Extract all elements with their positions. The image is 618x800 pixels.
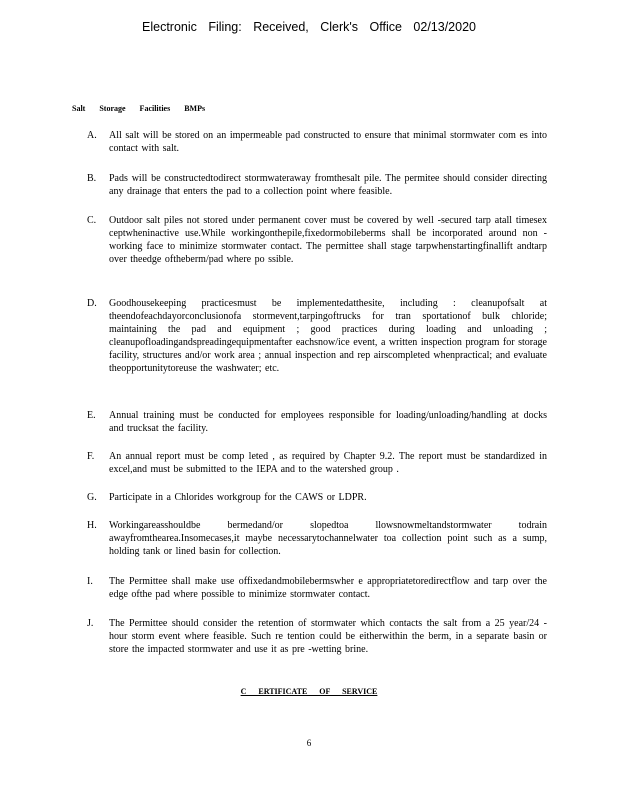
list-item-label: H. [87,520,97,531]
section-title: Salt Storage Facilities BMPs [72,104,206,113]
list-item-text: Annual training must be conducted for employees responsible for loading/unloading/handling at docks and trucksat the facility. [109,410,547,434]
list-item-text: Workingareasshouldbe bermedand/or slopedtoa llowsnowmeltandstormwater todrain awayfromthearea.Insomecases,it maybe necessarytochannelwater toa collection point such as a sump, holding tank or lined basin for collection. [109,520,547,557]
list-item-label: F. [87,451,95,462]
list-item-text: The Permittee shall make use offixedandmobilebermswher e appropriatetoredirectflow and tarp over the edge ofthe pad where possible to minimize stormwater contact. [109,576,547,600]
list-item-label: B. [87,173,97,184]
list-item-e [87,409,547,435]
list-item-text: The Permittee should consider the retention of stormwater which contacts the salt from a 25 year/24 -hour storm event where feasible. Such re tention could be eitherwithin the berm, in a separate basin or store the impacted stormwater and use it as pre -wetting brine. [109,618,547,655]
list-item-c [87,214,547,266]
list-item-label: E. [87,410,96,421]
list-item-text: Participate in a Chlorides workgroup for the CAWS or LDPR. [109,492,367,503]
list-item-text: Pads will be constructedtodirect stormwateraway fromthesalt pile. The permitee should consider directing any drainage that enters the pad to a collection point where feasible. [109,173,547,197]
list-item-text: Outdoor salt piles not stored under permanent cover must be covered by well -secured tarp atall timesex ceptwheninactive use.While workingonthepile,fixedormobileberms shall be incorporated around non -working face to minimize stormwater contact. The permittee shall stage tarpwhenstartingfinallift andtarp over theedge oftheberm/pad where po ssible. [109,215,547,265]
list-item-text: All salt will be stored on an impermeable pad constructed to ensure that minimal stormwater com es into contact with salt. [109,130,547,154]
list-item-a [87,129,547,155]
list-item-j [87,617,547,656]
list-item-i [87,575,547,601]
filing-stamp-header: Electronic Filing: Received, Clerk's Office 02/13/2020 [142,20,476,34]
list-item-label: G. [87,492,97,503]
page-number: 6 [306,738,312,748]
list-item-d [87,297,547,375]
list-item-label: D. [87,298,97,309]
list-item-b [87,172,547,198]
list-item-text: An annual report must be comp leted , as required by Chapter 9.2. The report must be standardized in excel,and must be submitted to the IEPA and to the watershed group . [109,451,547,475]
list-item-label: J. [87,618,94,629]
list-item-label: C. [87,215,97,226]
certificate-of-service-heading: C ERTIFICATE OF SERVICE [240,687,378,696]
list-item-g [87,491,547,504]
list-item-label: I. [87,576,93,587]
list-item-f [87,450,547,476]
list-item-label: A. [87,130,97,141]
list-item-text: Goodhousekeeping practicesmust be implementedatthesite, including : cleanupofsalt at theendofeachdayorconclusionofa stormevent,tarpingoftrucks for tran sportationof bulk chloride; maintaining the pad and equipment ; good practices during loading and unloading ; cleanupofloadingandspreadingequipmentafter eachsnow/ice event, a written inspection program for storage facility, structures and/or work area ; annual inspection and rep airscompleted whenpractical; and evaluate theopportunitytoreuse the washwater; etc. [109,298,547,374]
list-item-h [87,519,547,558]
